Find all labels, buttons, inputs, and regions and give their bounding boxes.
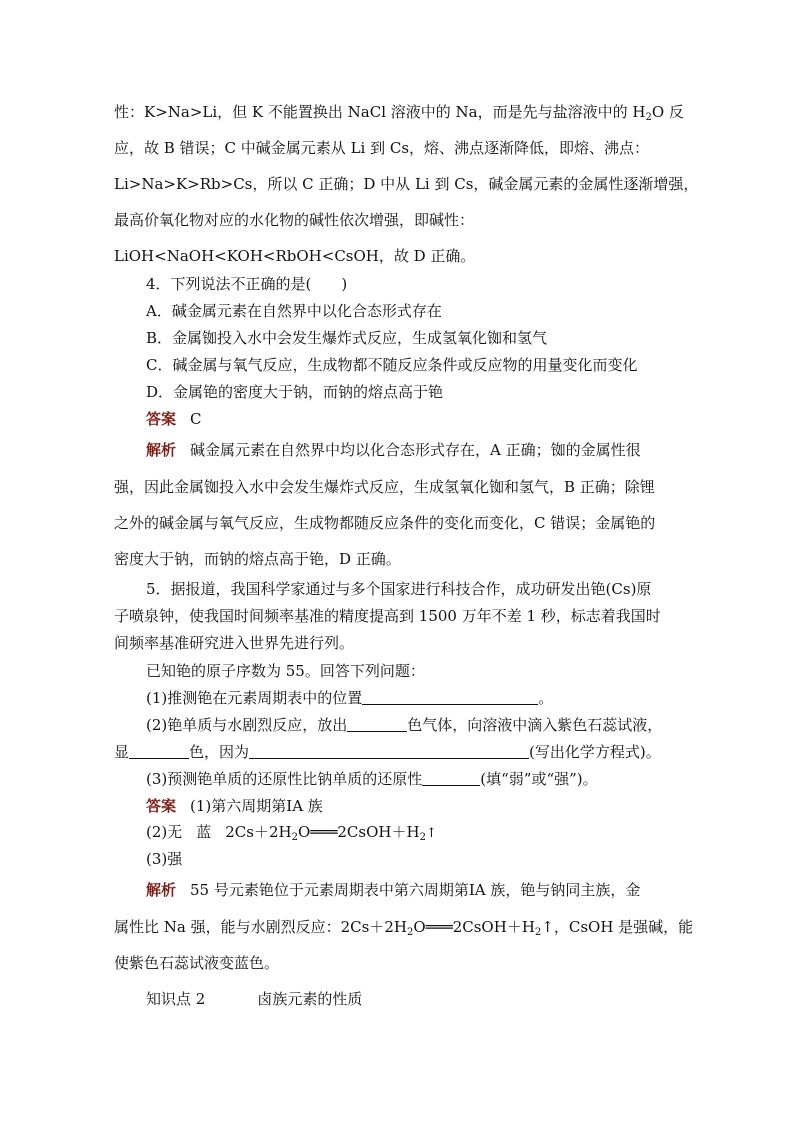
- analysis-line: Li>Na>K>Rb>Cs，所以 C 正确；D 中从 Li 到 Cs，碱金属元素的金属性逐渐增强，: [114, 175, 699, 193]
- sub-question-2: (2)铯单质与水剧烈反应，放出 色气体，向溶液中滴入紫色石蕊试液，: [146, 716, 663, 734]
- answer-row: 答案 (1)第六周期第ⅠA 族: [146, 797, 323, 815]
- analysis-line: 属性比 Na 强，能与水剧烈反应：$2Cs+2H_2O═══2CsOH+H_2↑$，CsOH 是强碱，能: [114, 918, 694, 938]
- option-c: C．碱金属与氧气反应，生成物都不随反应条件或反应物的用量变化而变化: [146, 356, 638, 374]
- answer-blank[interactable]: [362, 690, 538, 705]
- sub-question-3: (3)预测铯单质的还原性比钠单质的还原性 (填“弱”或“强”)。: [146, 770, 598, 788]
- answer-blank[interactable]: [129, 744, 189, 759]
- sub-question-2-cont: 显 色，因为 (写出化学方程式)。: [114, 743, 661, 761]
- question-5-stem: 5．据报道，我国科学家通过与多个国家进行科技合作，成功研发出铯(Cs)原: [146, 580, 652, 598]
- answer-label: 答案: [146, 410, 177, 428]
- analysis-line: 应，故 B 错误；C 中碱金属元素从 Li 到 Cs，熔、沸点逐渐降低，即熔、沸点：: [114, 139, 650, 157]
- question-5-stem-line: 间频率基准研究进入世界先进行列。: [114, 634, 355, 652]
- answer-row-3: (3)强: [146, 850, 183, 868]
- section-heading: [146, 989, 716, 1009]
- option-d: D．金属铯的密度大于钠，而钠的熔点高于铯: [146, 383, 444, 401]
- analysis-row: 解析 碱金属元素在自然界中均以化合态形式存在，A 正确；铷的金属性很: [146, 441, 641, 459]
- analysis-row: 解析 55 号元素铯位于元素周期表中第六周期第ⅠA 族，铯与钠同主族，金: [146, 881, 641, 899]
- analysis-line: 最高价氧化物对应的水化物的碱性依次增强，即碱性：: [114, 211, 475, 229]
- answer-blank[interactable]: [422, 771, 480, 786]
- option-b: B．金属铷投入水中会发生爆炸式反应，生成氢氧化铷和氢气: [146, 329, 548, 347]
- analysis-label: 解析: [146, 881, 177, 899]
- question-4-stem: 4．下列说法不正确的是( ): [146, 275, 348, 293]
- analysis-line: 性：K>Na>Li，但 K 不能置换出 NaCl 溶液中的 Na，而是先与盐溶液中的 $H_2O$ 反: [114, 103, 684, 123]
- answer-label: 答案: [146, 797, 177, 815]
- answer-value: C: [190, 410, 202, 428]
- analysis-line: LiOH<NaOH<KOH<RbOH<CsOH，故 D 正确。: [114, 247, 476, 265]
- analysis-line: 密度大于钠，而钠的熔点高于铯，D 正确。: [114, 550, 401, 568]
- question-5-stem-line: 子喷泉钟，使我国时间频率基准的精度提高到 1500 万年不差 1 秒，标志着我国时: [114, 607, 661, 625]
- analysis-line: 使紫色石蕊试液变蓝色。: [114, 954, 280, 972]
- section-label: 知识点 2: [146, 990, 206, 1008]
- analysis-label: 解析: [146, 441, 177, 459]
- analysis-line: 强，因此金属铷投入水中会发生爆炸式反应，生成氢氧化铷和氢气，B 正确；除锂: [114, 478, 655, 496]
- answer-blank[interactable]: [347, 717, 407, 732]
- answer-blank[interactable]: [249, 744, 529, 759]
- option-a: A．碱金属元素在自然界中以化合态形式存在: [146, 302, 442, 320]
- section-title: 卤族元素的性质: [257, 990, 363, 1008]
- question-5-given: 已知铯的原子序数为 55。回答下列问题：: [146, 662, 425, 680]
- analysis-line: 之外的碱金属与氧气反应，生成物都随反应条件的变化而变化，C 错误；金属铯的: [114, 514, 656, 532]
- sub-question-1: (1)推测铯在元素周期表中的位置 。: [146, 689, 554, 707]
- answer-row: [146, 409, 716, 429]
- answer-row-2: (2)无 蓝 $2Cs+2H_2O═══2CsOH+H_2↑$: [146, 823, 437, 843]
